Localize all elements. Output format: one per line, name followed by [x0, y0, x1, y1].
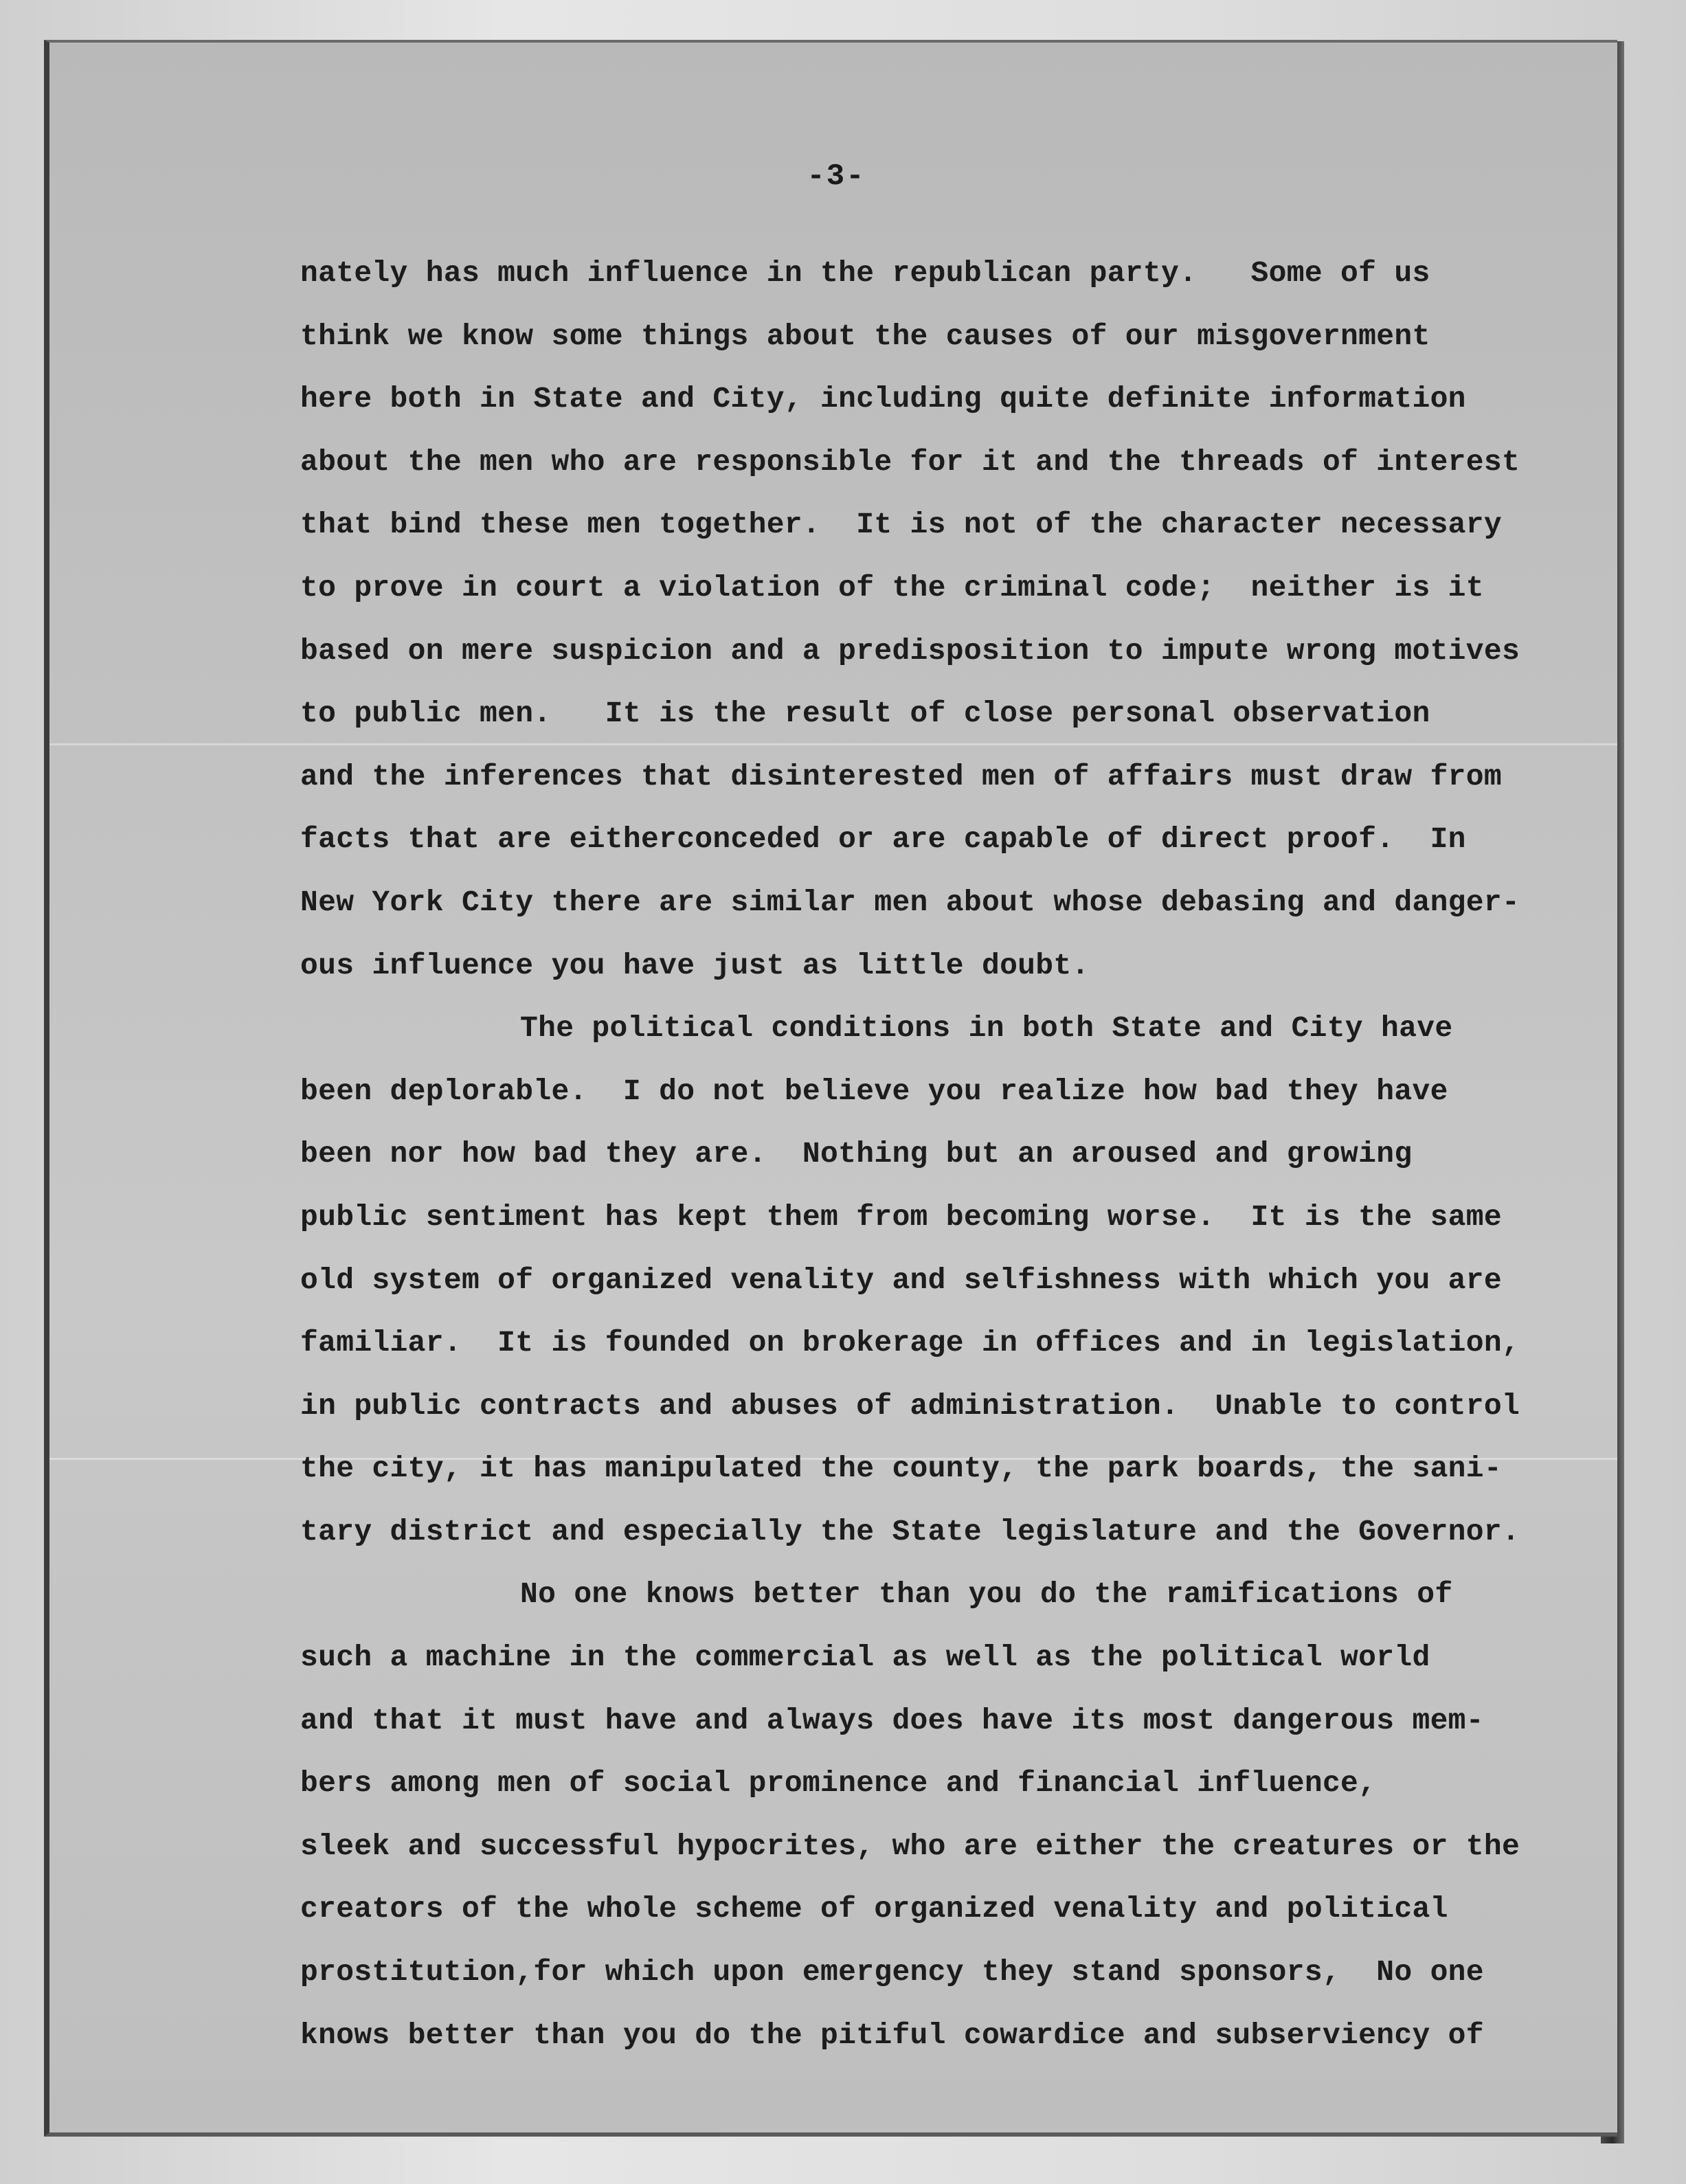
text-line: that bind these men together. It is not of the character necessary — [300, 508, 1502, 542]
text-line: and that it must have and always does have its most dangerous mem- — [300, 1703, 1484, 1737]
typewritten-page — [44, 40, 1617, 2137]
text-line: New York City there are similar men about whose debasing and danger- — [300, 885, 1520, 919]
text-line: familiar. It is founded on brokerage in offices and in legislation, — [300, 1326, 1520, 1360]
text-line: bers among men of social prominence and financial influence, — [300, 1766, 1377, 1801]
letter-body-text — [300, 242, 1606, 2067]
text-line: such a machine in the commercial as well as the political world — [300, 1641, 1430, 1675]
text-line: been nor how bad they are. Nothing but an aroused and growing — [300, 1137, 1413, 1171]
text-line: knows better than you do the pitiful cowardice and subserviency of — [300, 2018, 1484, 2052]
text-line: been deplorable. I do not believe you realize how bad they have — [300, 1074, 1448, 1108]
text-line: public sentiment has kept them from becoming worse. It is the same — [300, 1200, 1502, 1234]
text-line: based on mere suspicion and a predisposition to impute wrong motives — [300, 633, 1520, 668]
text-line: about the men who are responsible for it and the threads of interest — [300, 444, 1520, 479]
text-line: creators of the whole scheme of organized venality and political — [300, 1892, 1448, 1926]
text-line: in public contracts and abuses of administration. Unable to control — [300, 1388, 1520, 1423]
paragraph-first-line: The political conditions in both State and City have — [520, 1011, 1453, 1046]
text-line: nately has much influence in the republican party. Some of us — [300, 256, 1430, 290]
text-line: here both in State and City, including quite definite information — [300, 382, 1466, 416]
text-line: and the inferences that disinterested men of affairs must draw from — [300, 759, 1502, 793]
text-line: to prove in court a violation of the criminal code; neither is it — [300, 570, 1484, 605]
text-line: facts that are eitherconceded or are capable of direct proof. In — [300, 822, 1466, 857]
text-line: sleek and successful hypocrites, who are either the creatures or the — [300, 1829, 1520, 1863]
text-line: ous influence you have just as little doubt. — [300, 948, 1090, 982]
paragraph-first-line: No one knows better than you do the ramifications of — [520, 1577, 1453, 1612]
text-line: old system of organized venality and selfishness with which you are — [300, 1263, 1502, 1297]
text-line: think we know some things about the causes of our misgovernment — [300, 319, 1430, 353]
text-line: the city, it has manipulated the county, the park boards, the sani- — [300, 1452, 1502, 1486]
text-line: prostitution,for which upon emergency they stand sponsors, No one — [300, 1955, 1484, 1990]
text-line: to public men. It is the result of close personal observation — [300, 697, 1430, 731]
text-line: tary district and especially the State legislature and the Governor. — [300, 1514, 1520, 1549]
page-number: -3- — [807, 159, 866, 194]
